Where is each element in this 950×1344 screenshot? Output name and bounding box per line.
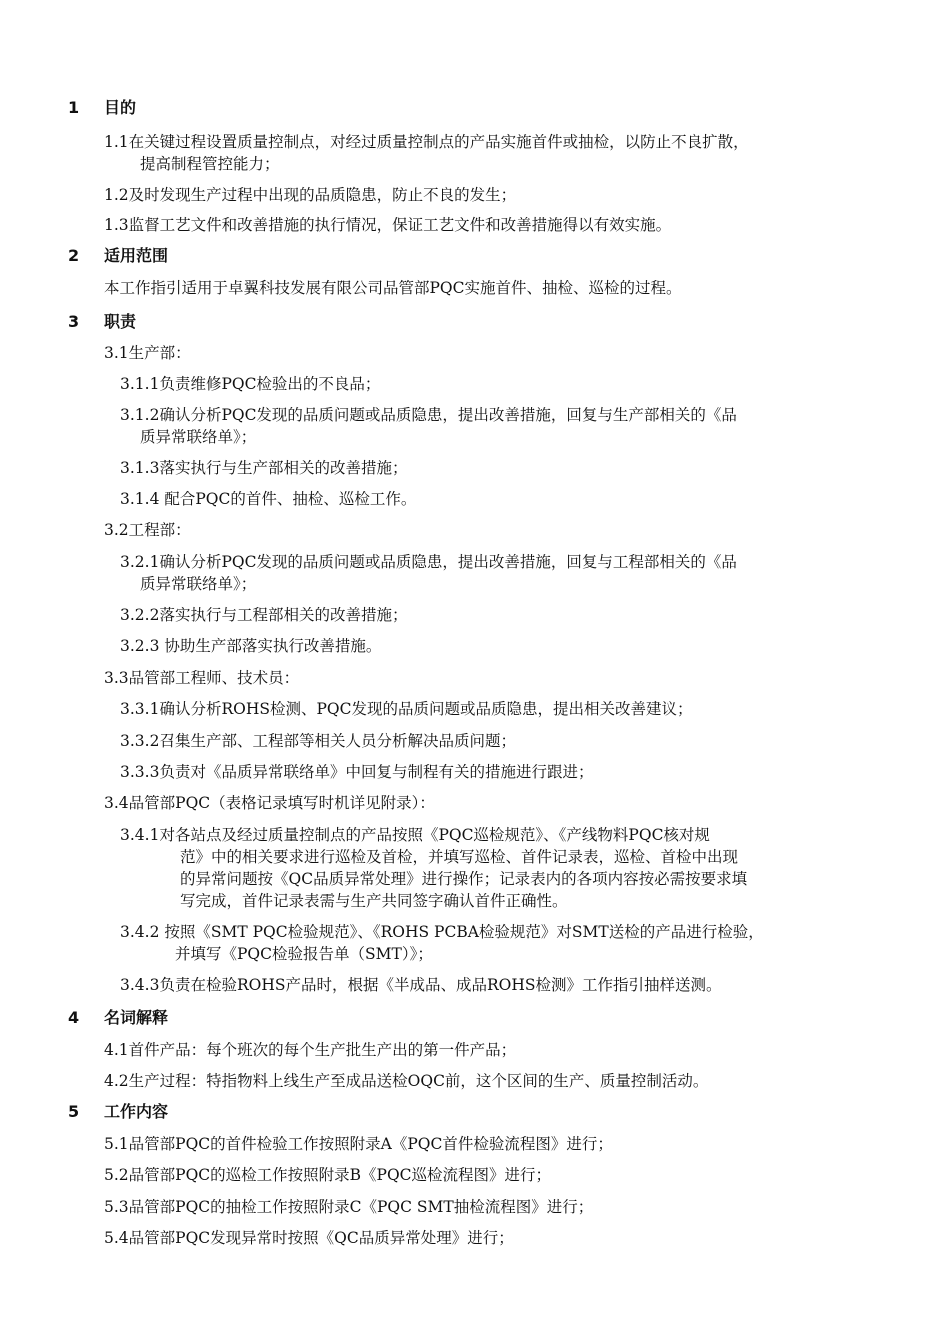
clause-text: 3.3.3负责对《品质异常联络单》中回复与制程有关的措施进行跟进； bbox=[120, 763, 594, 781]
clause-text: 3.2工程部： bbox=[104, 521, 191, 539]
section-title: 工作内容 bbox=[104, 1102, 169, 1121]
clause-text: 的异常问题按《QC品质异常处理》进行操作；记录表内的各项内容按必需按要求填 bbox=[180, 870, 748, 888]
clause-text: 3.4.2 按照《SMT PQC检验规范》、《ROHS PCBA检验规范》对SMT送检的产品进行检验， bbox=[120, 923, 764, 941]
section-title: 目的 bbox=[104, 98, 137, 117]
clause-text: 1.2及时发现生产过程中出现的品质隐患，防止不良的发生； bbox=[104, 186, 517, 204]
clause-text: 3.4品管部PQC（表格记录填写时机详见附录）： bbox=[104, 794, 435, 812]
clause-text: 3.3.1确认分析ROHS检测、PQC发现的品质问题或品质隐患，提出相关改善建议； bbox=[120, 700, 693, 718]
section-number: 5 bbox=[68, 1102, 80, 1121]
clause-text: 3.2.3 协助生产部落实执行改善措施。 bbox=[120, 637, 382, 655]
section-number: 3 bbox=[68, 312, 80, 331]
clause-text: 并填写《PQC检验报告单（SMT）》； bbox=[175, 945, 433, 963]
clause-text: 3.2.2落实执行与工程部相关的改善措施； bbox=[120, 606, 408, 624]
clause-text: 3.4.1对各站点及经过质量控制点的产品按照《PQC巡检规范》、《产线物料PQC核对规 bbox=[120, 826, 710, 844]
clause-text: 3.1.2确认分析PQC发现的品质问题或品质隐患，提出改善措施，回复与生产部相关的《品 bbox=[120, 406, 737, 424]
clause-text: 4.2生产过程：特指物料上线生产至成品送检OQC前，这个区间的生产、质量控制活动。 bbox=[104, 1072, 709, 1090]
clause-text: 4.1首件产品：每个班次的每个生产批生产出的第一件产品； bbox=[104, 1041, 517, 1059]
clause-text: 3.2.1确认分析PQC发现的品质问题或品质隐患，提出改善措施，回复与工程部相关的《品 bbox=[120, 553, 737, 571]
clause-text: 1.1在关键过程设置质量控制点，对经过质量控制点的产品实施首件或抽检，以防止不良扩散， bbox=[104, 133, 749, 151]
clause-text: 3.1.1负责维修PQC检验出的不良品； bbox=[120, 375, 381, 393]
clause-text: 3.1.4 配合PQC的首件、抽检、巡检工作。 bbox=[120, 490, 417, 508]
section-title: 职责 bbox=[104, 312, 137, 331]
clause-text: 提高制程管控能力； bbox=[140, 155, 280, 173]
clause-text: 5.1品管部PQC的首件检验工作按照附录A《PQC首件检验流程图》进行； bbox=[104, 1135, 613, 1153]
section-number: 2 bbox=[68, 246, 80, 265]
clause-text: 3.1生产部： bbox=[104, 344, 191, 362]
clause-text: 3.3品管部工程师、技术员： bbox=[104, 669, 300, 687]
clause-text: 5.2品管部PQC的巡检工作按照附录B《PQC巡检流程图》进行； bbox=[104, 1166, 552, 1184]
clause-text: 本工作指引适用于卓翼科技发展有限公司品管部PQC实施首件、抽检、巡检的过程。 bbox=[104, 279, 682, 297]
section-number: 4 bbox=[68, 1008, 80, 1027]
section-title: 适用范围 bbox=[104, 246, 169, 265]
clause-text: 范》中的相关要求进行巡检及首检，并填写巡检、首件记录表，巡检、首检中出现 bbox=[180, 848, 739, 866]
clause-text: 5.4品管部PQC发现异常时按照《QC品质异常处理》进行； bbox=[104, 1229, 514, 1247]
clause-text: 3.3.2召集生产部、工程部等相关人员分析解决品质问题； bbox=[120, 732, 516, 750]
section-title: 名词解释 bbox=[104, 1008, 169, 1027]
clause-text: 5.3品管部PQC的抽检工作按照附录C《PQC SMT抽检流程图》进行； bbox=[104, 1198, 594, 1216]
section-number: 1 bbox=[68, 98, 80, 117]
clause-text: 1.3监督工艺文件和改善措施的执行情况，保证工艺文件和改善措施得以有效实施。 bbox=[104, 216, 672, 234]
clause-text: 3.1.3落实执行与生产部相关的改善措施； bbox=[120, 459, 408, 477]
clause-text: 3.4.3负责在检验ROHS产品时，根据《半成品、成品ROHS检测》工作指引抽样送测。 bbox=[120, 976, 722, 994]
clause-text: 质异常联络单》； bbox=[140, 575, 257, 593]
clause-text: 质异常联络单》； bbox=[140, 428, 257, 446]
clause-text: 写完成，首件记录表需与生产共同签字确认首件正确性。 bbox=[180, 892, 568, 910]
